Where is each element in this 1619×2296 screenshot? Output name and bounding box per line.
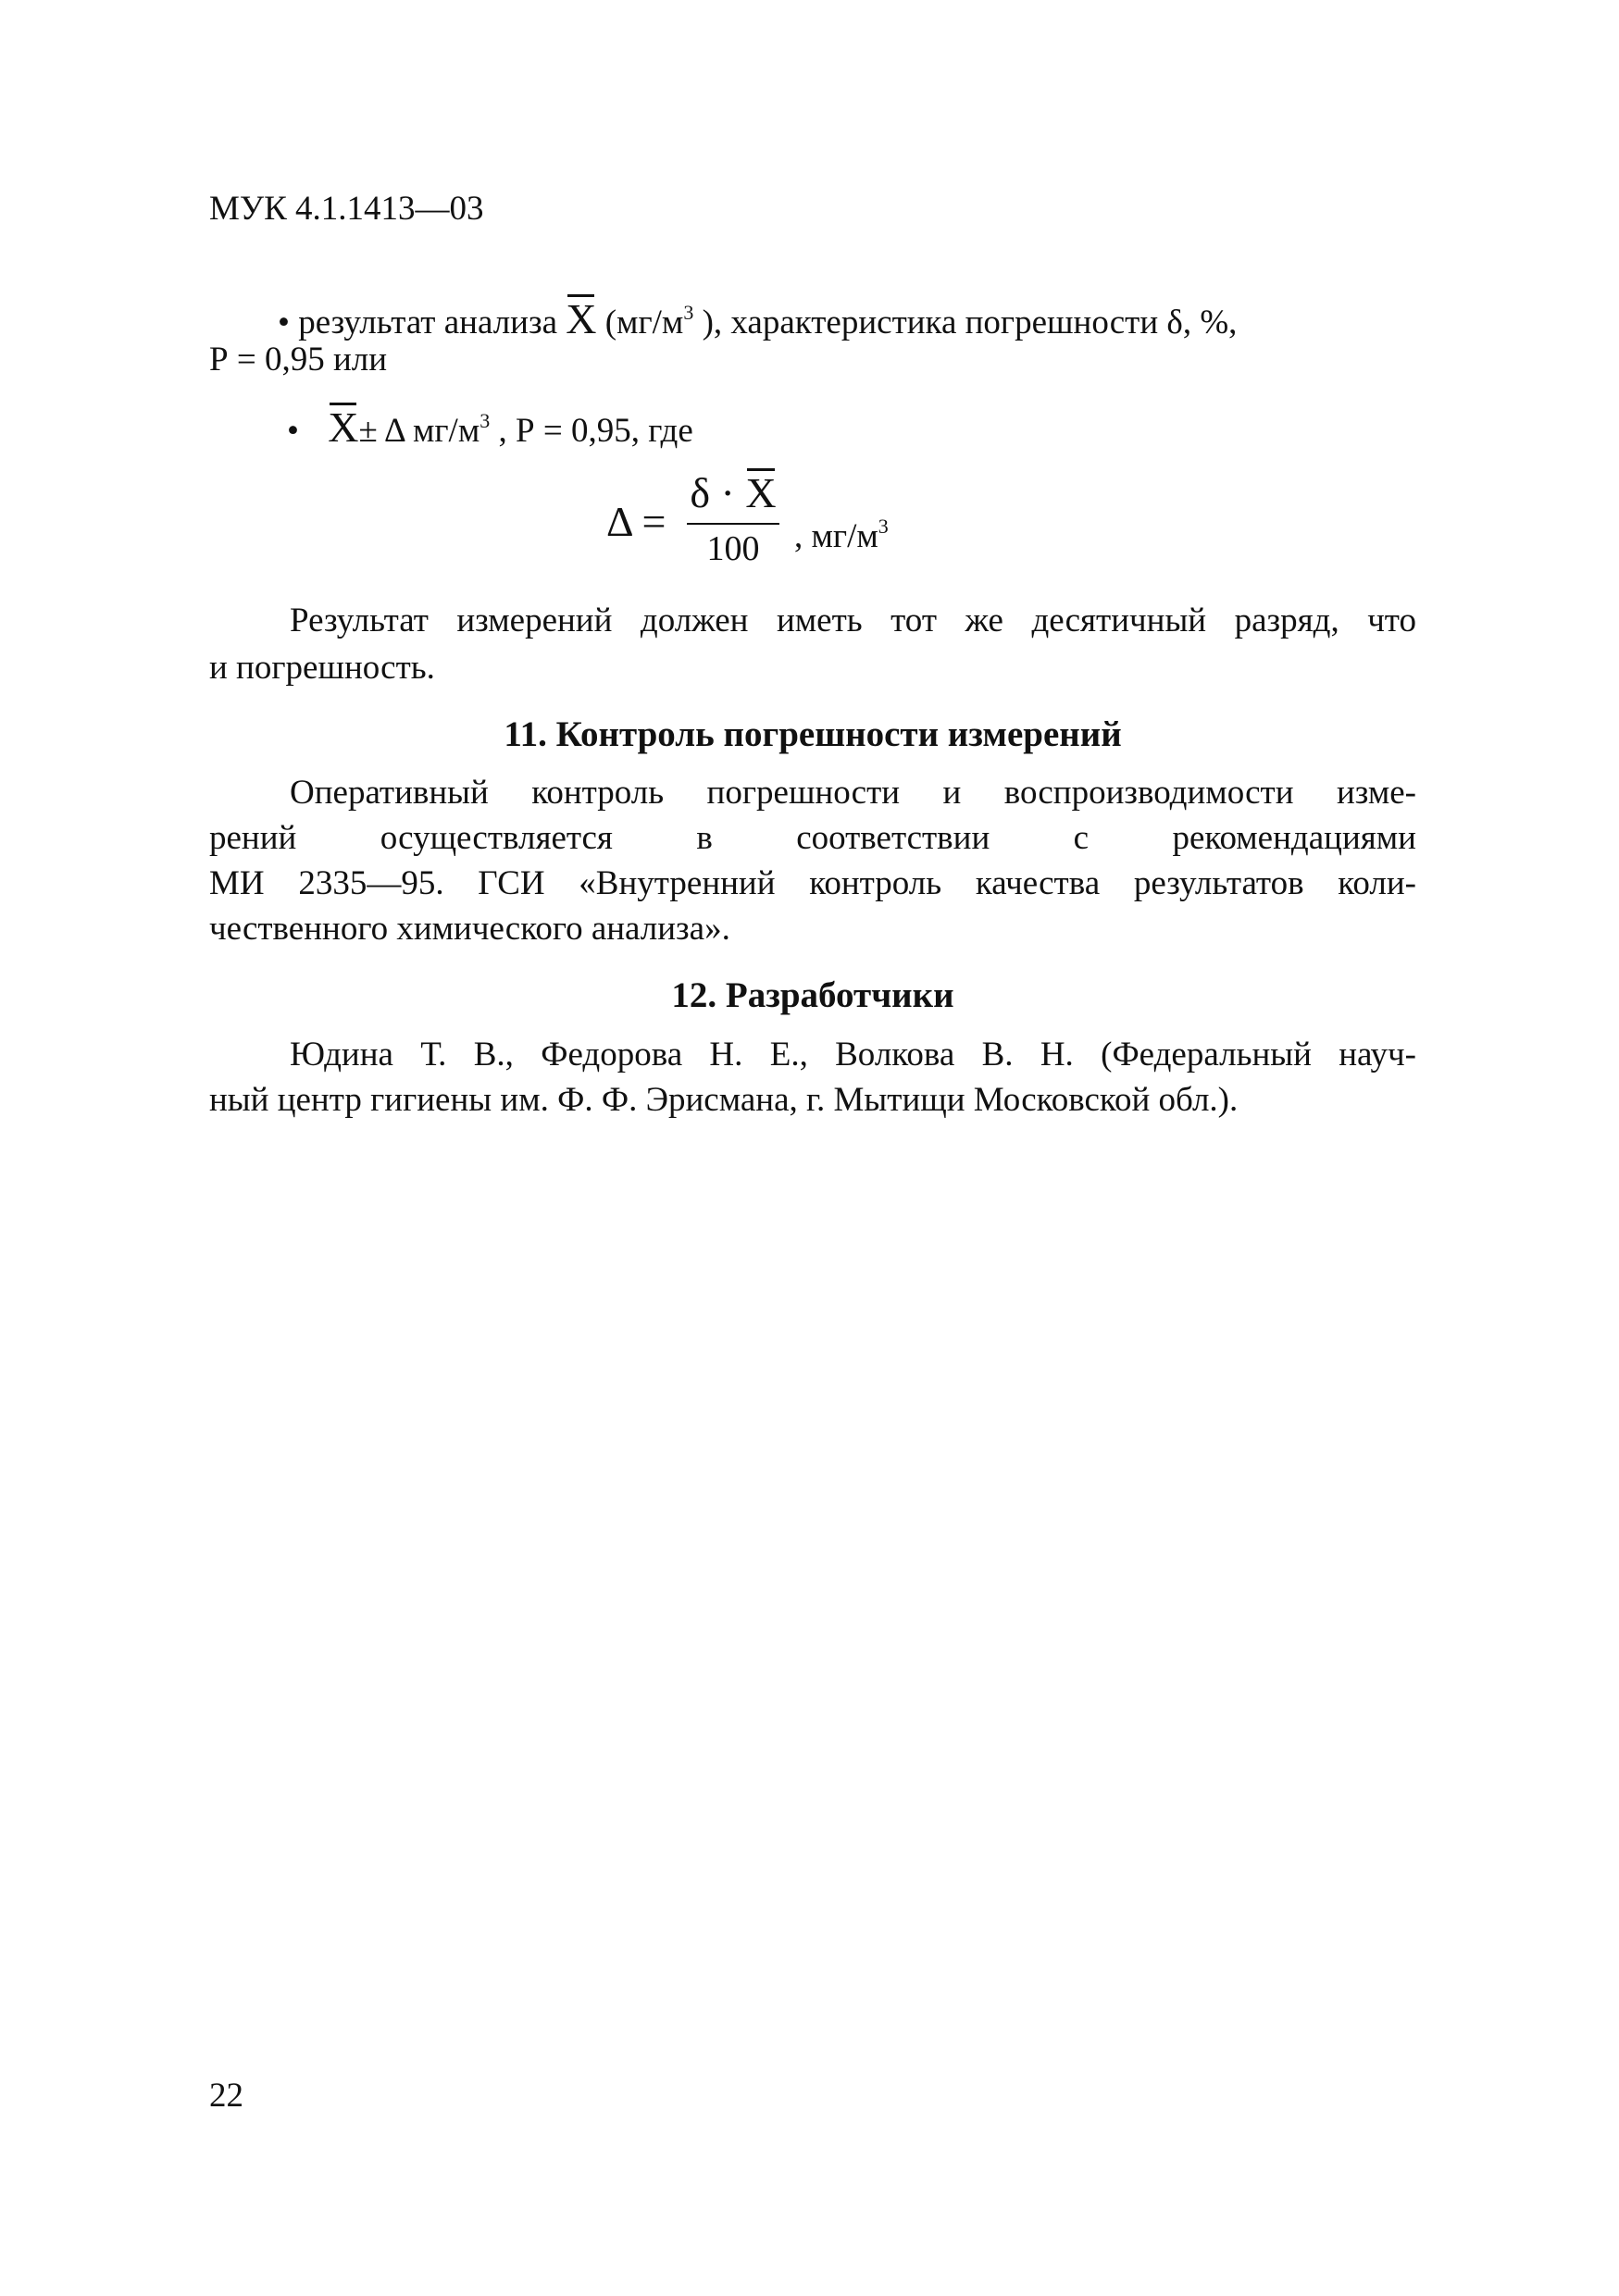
result-item-2-text: ± Δ мг/м — [358, 412, 480, 450]
document-code-header: МУК 4.1.1413—03 — [209, 190, 484, 228]
result-item-1-line2: Р = 0,95 или — [209, 341, 388, 379]
section-11-title: 11. Контроль погрешности измерений — [504, 714, 1122, 754]
formula-unit — [794, 505, 889, 558]
superscript-3: 3 — [479, 409, 491, 432]
page-number: 22 — [209, 2077, 243, 2115]
result-paragraph-line2: и погрешность. — [209, 649, 435, 687]
formula-lhs: Δ = — [606, 498, 666, 545]
result-item-1-text: • результат анализа — [278, 304, 557, 341]
numerator-prefix: δ · — [690, 469, 746, 516]
section-11-line3: МИ 2335—95. ГСИ «Внутренний контроль качества результатов коли- — [209, 864, 1416, 902]
section-11-line4: чественного химического анализа». — [209, 910, 730, 948]
formula-denominator: 100 — [706, 529, 760, 568]
superscript-3: 3 — [878, 515, 889, 538]
section-12-title: 12. Разработчики — [671, 975, 954, 1015]
result-paragraph-line1: Результат измерений должен иметь тот же десятичный разряд, что — [290, 602, 1416, 639]
x-bar-symbol: X — [745, 469, 777, 516]
section-11-line2: рений осуществляется в соответствии с рекомендациями — [209, 819, 1416, 857]
result-item-2 — [287, 400, 693, 453]
section-11-line1: Оперативный контроль погрешности и воспроизводимости изме- — [290, 774, 1416, 812]
bullet: • — [287, 412, 299, 450]
section-12-line1: Юдина Т. В., Федорова Н. Е., Волкова В. Н. (Федеральный науч- — [290, 1036, 1416, 1074]
unit-text: (мг/м — [596, 304, 684, 341]
formula-unit-text: , мг/м — [794, 517, 878, 555]
x-bar-symbol: X — [566, 295, 597, 342]
section-12-line2: ный центр гигиены им. Ф. Ф. Эрисмана, г. Мытищи Московской обл.). — [209, 1081, 1239, 1119]
formula-numerator — [687, 467, 779, 519]
result-item-2-tail: , Р = 0,95, где — [490, 412, 693, 450]
formula-fraction — [687, 467, 779, 567]
fraction-bar — [687, 523, 779, 525]
result-item-1-tail: ), характеристика погрешности δ, %, — [693, 304, 1238, 341]
superscript-3: 3 — [683, 301, 694, 324]
x-bar-symbol: X — [328, 403, 359, 451]
result-item-1 — [278, 292, 1237, 344]
